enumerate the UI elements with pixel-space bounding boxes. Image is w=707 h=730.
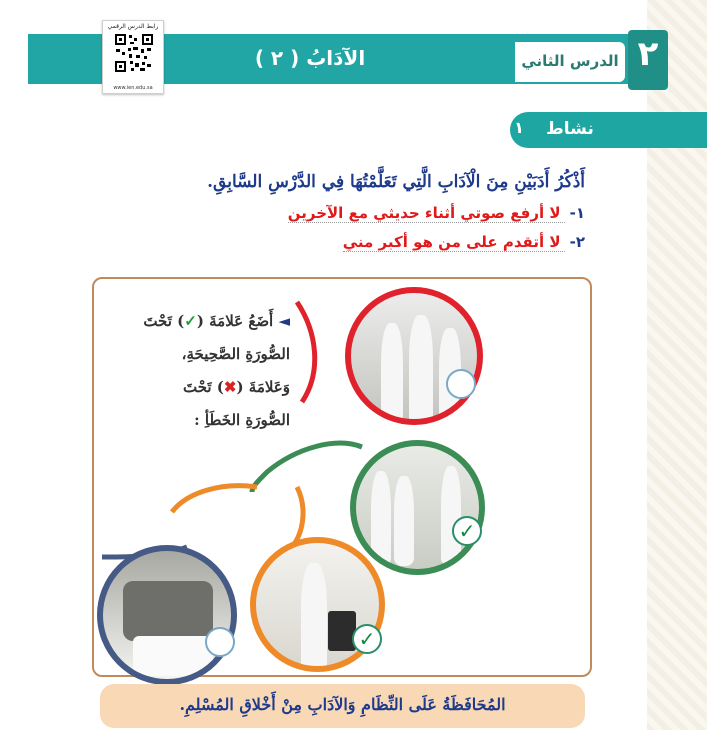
answer-line-2[interactable] xyxy=(170,232,585,251)
motto-text: المُحَافَظَةُ عَلَى النِّظَامِ وَالآدَابِ مِنْ أَخْلاقِ المُسْلِمِ. xyxy=(179,695,506,714)
decorative-margin-pattern xyxy=(647,0,707,730)
cross-icon: ✖ xyxy=(223,378,237,396)
lesson-label: الدرس الثاني xyxy=(521,52,619,70)
answer-line-1[interactable] xyxy=(170,203,585,222)
lesson-number: ٢ xyxy=(637,34,659,74)
answer-text: لا أرفع صوتي أثناء حديثي مع الآخرين xyxy=(288,204,565,223)
photo-queue-boys xyxy=(350,440,485,575)
answer-number: ٢- xyxy=(569,233,585,251)
image-task-line-3: وَعَلامَةَ (✖) تَحْتَ xyxy=(182,378,290,396)
mark-circle-2[interactable]: ✓ xyxy=(452,516,482,546)
answer-text: لا أتقدم على من هو أكبر مني xyxy=(343,233,565,252)
photo-car-littering xyxy=(97,545,237,685)
answer-number: ١- xyxy=(569,204,585,222)
qr-title: رابط الدرس الرقمي xyxy=(107,23,159,30)
image-task-line-4: الصُّورَةِ الخَطَأِ : xyxy=(194,411,290,429)
mark-circle-3[interactable]: ✓ xyxy=(352,624,382,654)
check-icon: ✓ xyxy=(184,312,197,330)
qr-code-icon xyxy=(114,33,154,73)
mark-circle-1[interactable] xyxy=(446,369,476,399)
mark-circle-4[interactable] xyxy=(205,627,235,657)
photo-shouting-boys xyxy=(345,287,483,425)
activity-label: نشاط xyxy=(546,119,594,139)
lesson-title: الآدَابُ ( ٢ ) xyxy=(254,46,366,70)
image-task-line-1: ◄ أَضَعُ عَلامَةَ (✓) تَحْتَ xyxy=(143,312,290,330)
image-task-line-2: الصُّورَةِ الصَّحِيحَةِ، xyxy=(181,345,290,363)
activity-number: ١ xyxy=(514,118,524,137)
qr-url: www.ien.edu.sa xyxy=(113,85,153,91)
task-instruction: أَذْكُرُ أَدَبَيْنِ مِنَ الْآدَابِ الَّتِي تَعَلَّمْتُهَا فِي الدَّرْسِ السَّابِقِ. xyxy=(207,172,585,192)
qr-code-card[interactable] xyxy=(102,20,164,94)
bullet-icon: ◄ xyxy=(278,312,290,330)
image-task-text xyxy=(115,305,290,437)
